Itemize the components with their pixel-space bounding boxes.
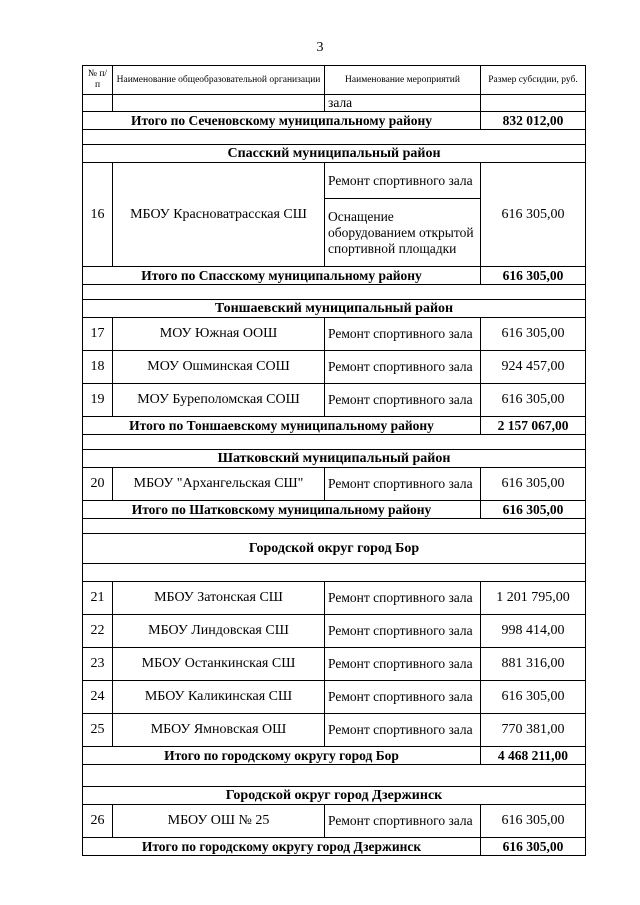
row-org: МОУ Ошминская СОШ [113, 351, 325, 384]
district-title-spassky [83, 145, 586, 163]
total-label: Итого по городскому округу город Бор [83, 747, 481, 765]
row-num: 25 [83, 714, 113, 747]
total-label: Итого по Спасскому муниципальному району [83, 267, 481, 285]
row-event: Ремонт спортивного зала [325, 648, 481, 681]
row-event: Ремонт спортивного зала [325, 351, 481, 384]
header-org: Наименование общеобразовательной организации [113, 66, 325, 95]
row-amount: 616 305,00 [481, 681, 586, 714]
row-event: Ремонт спортивного зала [325, 805, 481, 838]
row-amount: 1 201 795,00 [481, 582, 586, 615]
row-event: Ремонт спортивного зала [325, 582, 481, 615]
header-amount: Размер субсидии, руб. [481, 66, 586, 95]
district-title: Городской округ город Дзержинск [83, 787, 586, 805]
row-num: 23 [83, 648, 113, 681]
row-org: МБОУ Затонская СШ [113, 582, 325, 615]
row-amount: 616 305,00 [481, 468, 586, 501]
row-org: МБОУ "Архангельская СШ" [113, 468, 325, 501]
row-event: Ремонт спортивного зала [325, 714, 481, 747]
total-amount: 832 012,00 [481, 112, 586, 130]
total-row-bor [83, 747, 586, 765]
row-num: 22 [83, 615, 113, 648]
total-amount: 616 305,00 [481, 267, 586, 285]
district-title-bor [83, 534, 586, 564]
row-amount: 616 305,00 [481, 163, 586, 267]
total-row-sechenovsky [83, 112, 586, 130]
total-row-dzerzhinsk [83, 838, 586, 856]
table-row [83, 615, 586, 648]
table-row [83, 384, 586, 417]
table-row [83, 648, 586, 681]
row-org: МБОУ Линдовская СШ [113, 615, 325, 648]
row-num: 16 [83, 163, 113, 267]
spacer-row [83, 285, 586, 300]
spacer-row [83, 435, 586, 450]
district-title-shatkovsky [83, 450, 586, 468]
district-title: Спасский муниципальный район [83, 145, 586, 163]
row-org: МБОУ ОШ № 25 [113, 805, 325, 838]
row-org: МБОУ Ямновская ОШ [113, 714, 325, 747]
row-num: 17 [83, 318, 113, 351]
row-amount: 881 316,00 [481, 648, 586, 681]
table-row [83, 681, 586, 714]
total-row-tonshaevsky [83, 417, 586, 435]
table-row [83, 351, 586, 384]
row-amount: 924 457,00 [481, 351, 586, 384]
row-event: Ремонт спортивного зала [325, 384, 481, 417]
total-row-shatkovsky [83, 501, 586, 519]
row-num: 24 [83, 681, 113, 714]
district-title: Шатковский муниципальный район [83, 450, 586, 468]
row-event: Ремонт спортивного зала [325, 318, 481, 351]
row-org: МБОУ Останкинская СШ [113, 648, 325, 681]
header-num: № п/п [83, 66, 113, 95]
row-org: МБОУ Красноватрасская СШ [113, 163, 325, 267]
row-amount: 770 381,00 [481, 714, 586, 747]
table-header [83, 66, 586, 95]
district-title-dzerzhinsk [83, 787, 586, 805]
table-row [83, 163, 586, 199]
table-row [83, 468, 586, 501]
table-row [83, 805, 586, 838]
header-event: Наименование мероприятий [325, 66, 481, 95]
spacer-row [83, 130, 586, 145]
spacer-row [83, 564, 586, 582]
row-amount: 616 305,00 [481, 384, 586, 417]
row-org: МОУ Южная ООШ [113, 318, 325, 351]
table-row [83, 582, 586, 615]
total-label: Итого по Тоншаевскому муниципальному району [83, 417, 481, 435]
row-amount: 616 305,00 [481, 805, 586, 838]
row-num: 20 [83, 468, 113, 501]
subsidy-table [82, 65, 586, 856]
total-label: Итого по Сеченовскому муниципальному району [83, 112, 481, 130]
total-amount: 2 157 067,00 [481, 417, 586, 435]
row-amount: 616 305,00 [481, 318, 586, 351]
page-number: 3 [316, 40, 324, 55]
row-amount: 998 414,00 [481, 615, 586, 648]
table-row [83, 714, 586, 747]
row-num: 19 [83, 384, 113, 417]
spacer-row [83, 765, 586, 787]
total-amount: 4 468 211,00 [481, 747, 586, 765]
total-label: Итого по Шатковскому муниципальному району [83, 501, 481, 519]
total-amount: 616 305,00 [481, 838, 586, 856]
total-amount: 616 305,00 [481, 501, 586, 519]
table-row [83, 318, 586, 351]
row-event: Ремонт спортивного зала [325, 615, 481, 648]
total-row-spassky [83, 267, 586, 285]
row-org: МБОУ Каликинская СШ [113, 681, 325, 714]
carry-event: зала [325, 95, 481, 112]
row-num: 26 [83, 805, 113, 838]
row-event: Ремонт спортивного зала [325, 163, 481, 199]
row-org: МОУ Буреполомская СОШ [113, 384, 325, 417]
row-event: Ремонт спортивного зала [325, 681, 481, 714]
carry-row [83, 95, 586, 112]
row-event: Оснащение оборудованием открытой спортивной площадки [325, 199, 481, 267]
total-label: Итого по городскому округу город Дзержинск [83, 838, 481, 856]
spacer-row [83, 519, 586, 534]
row-event: Ремонт спортивного зала [325, 468, 481, 501]
district-title: Городской округ город Бор [83, 534, 586, 564]
district-title: Тоншаевский муниципальный район [83, 300, 586, 318]
row-num: 18 [83, 351, 113, 384]
district-title-tonshaevsky [83, 300, 586, 318]
row-num: 21 [83, 582, 113, 615]
